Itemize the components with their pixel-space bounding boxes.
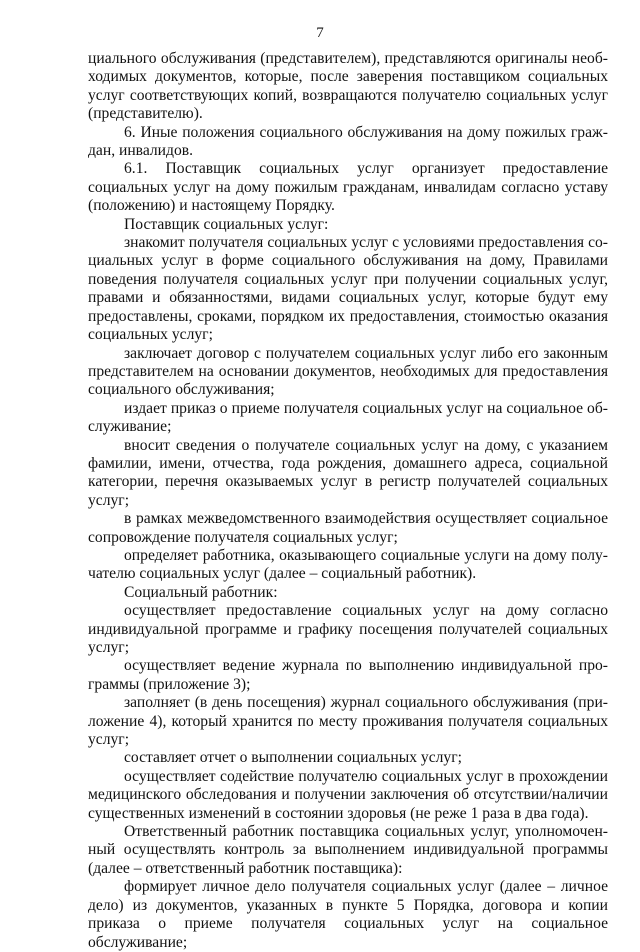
worker-duty-provide: осуществляет предоставление социальных услуг на дому согласно индивидуальной программе и графику посещения получателей социальных услуг; bbox=[88, 602, 608, 656]
paragraph-continuation: циального обслуживания (представителем), представляются оригиналы необходимых документов, которые, после заверения поставщиком социальных услуг соответствующих копий, возвращаются получателю социальных услуг (представителю). bbox=[88, 50, 608, 123]
page-body bbox=[88, 50, 608, 952]
provider-duty-inform: знакомит получателя социальных услуг с условиями предоставления социальных услуг в форме социального обслуживания на дому, Правилами поведения получателя социальных услуг при получении социальных услуг, правами и обязанностями, видами социальных услуг, которые будут ему предоставлены, сроками, порядком их предоставления, стоимостью оказания социальных услуг; bbox=[88, 234, 608, 344]
provider-duty-assign-worker: определяет работника, оказывающего социальные услуги на дому получателю социальных услуг (далее – социальный работник). bbox=[88, 546, 608, 583]
provider-duties-heading: Поставщик социальных услуг: bbox=[124, 215, 329, 233]
worker-duty-report: составляет отчет о выполнении социальных услуг; bbox=[124, 749, 462, 767]
provider-duty-contract: заключает договор с получателем социальных услуг либо его законным представителем на основании документов, необходимых для предоставления социального обслуживания; bbox=[88, 344, 608, 399]
worker-duty-medical: осуществляет содействие получателю социальных услуг в прохождении медицинского обследования и получении заключения об отсутствии/наличии существенных изменений в состоянии здоровья (не реже 1 раза в два года). bbox=[88, 767, 608, 822]
provider-duty-register: вносит сведения о получателе социальных услуг на дому, с указанием фамилии, имени, отчества, года рождения, домашнего адреса, социальной категории, перечня оказываемых услуг в регистр получателей социальных услуг; bbox=[88, 436, 608, 509]
social-worker-heading: Социальный работник: bbox=[124, 583, 278, 601]
provider-duty-support: в рамках межведомственного взаимодействия осуществляет социальное сопровождение получателя социальных услуг; bbox=[88, 510, 608, 546]
provider-duty-order: издает приказ о приеме получателя социальных услуг на социальное обслуживание; bbox=[88, 399, 608, 436]
worker-duty-program-journal: осуществляет ведение журнала по выполнению индивидуальной программы (приложение 3); bbox=[88, 657, 608, 693]
responsible-worker-heading: Ответственный работник поставщика социальных услуг, уполномоченный осуществлять контроль за выполнением индивидуальной программы (далее – ответственный работник поставщика): bbox=[88, 823, 608, 877]
responsible-duty-personal-file: формирует личное дело получателя социальных услуг (далее – личное дело) из документов, указанных в пункте 5 Порядка, договора и копии приказа о приеме получателя социальных услуг на социальное обслуживание; bbox=[88, 878, 608, 951]
section-6-heading: 6. Иные положения социального обслуживания на дому пожилых граждан, инвалидов. bbox=[88, 123, 608, 160]
clause-6-1: 6.1. Поставщик социальных услуг организует предоставление социальных услуг на дому пожилым гражданам, инвалидам согласно уставу (положению) и настоящему Порядку. bbox=[88, 160, 608, 215]
worker-duty-service-journal: заполняет (в день посещения) журнал социального обслуживания (приложение 4), который хранится по месту проживания получателя социальных услуг; bbox=[88, 694, 608, 749]
page-number: 7 bbox=[316, 25, 324, 41]
